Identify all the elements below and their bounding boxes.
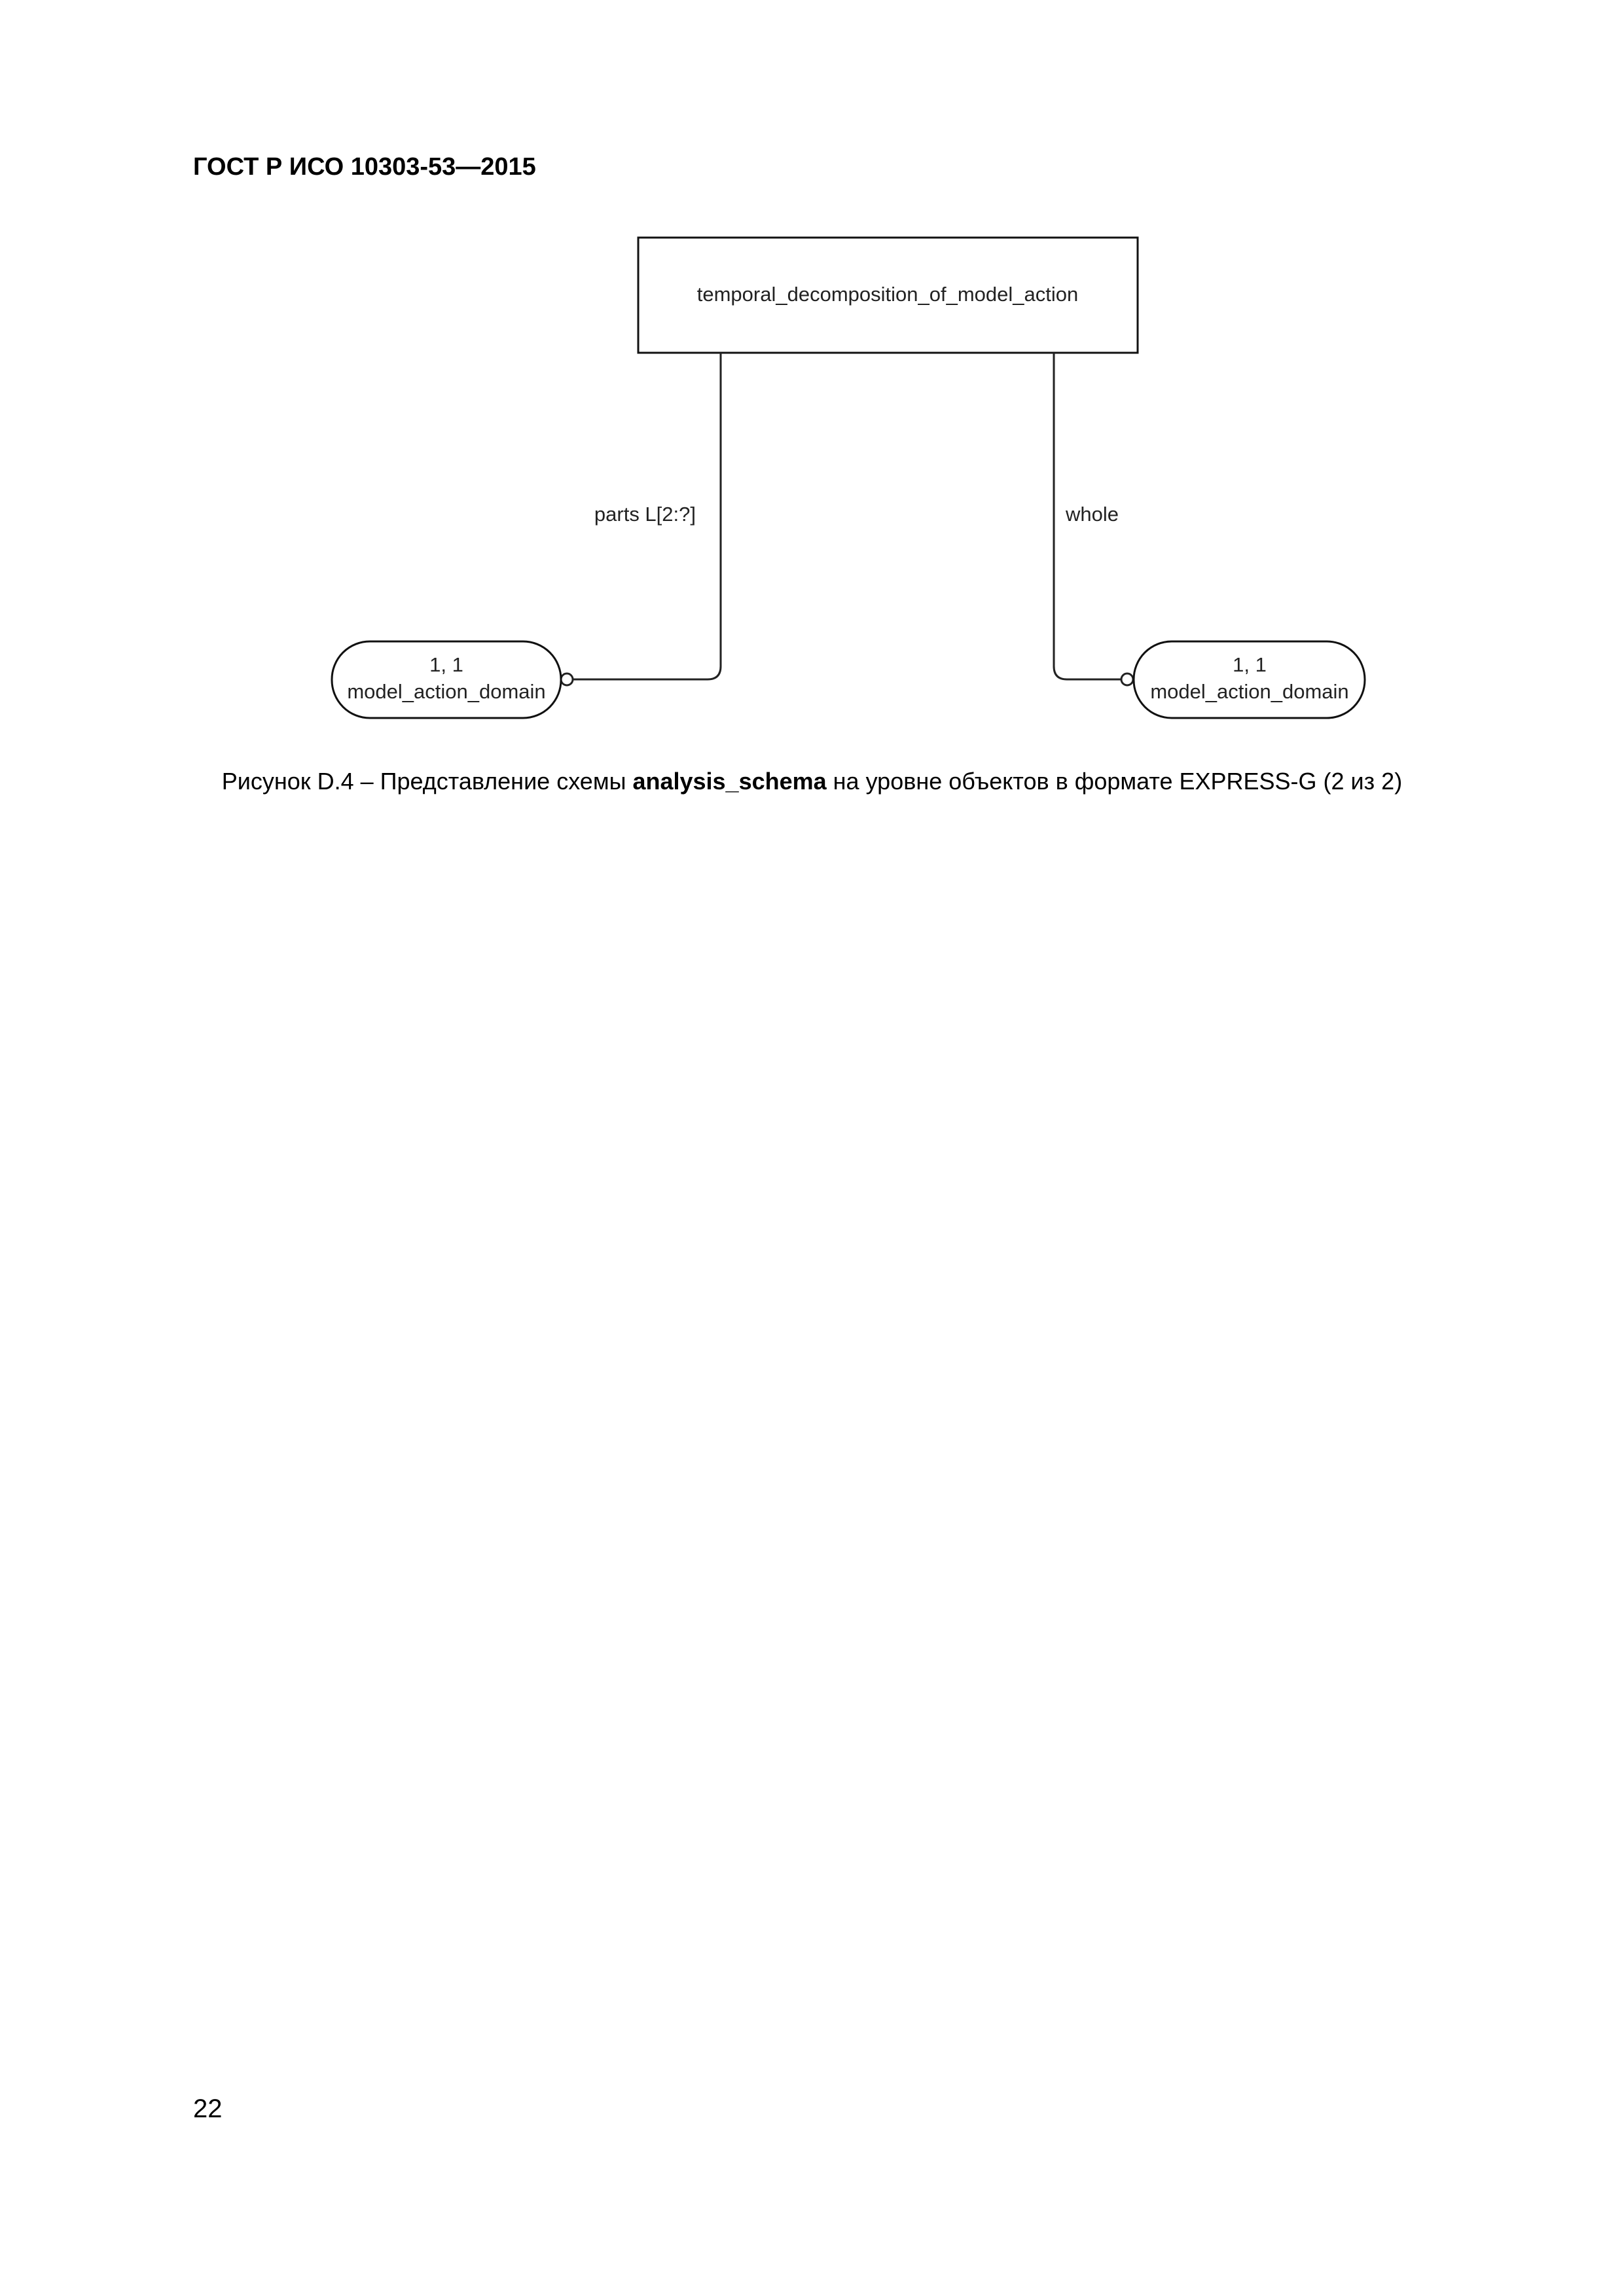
figure-caption bbox=[0, 767, 1624, 796]
caption-prefix: Рисунок D.4 – Представление схемы bbox=[221, 768, 633, 795]
relation-label-parts: parts L[2:?] bbox=[594, 503, 696, 526]
document-header: ГОСТ Р ИСО 10303-53—2015 bbox=[193, 153, 536, 181]
domain-left-cardinality: 1, 1 bbox=[429, 653, 463, 676]
relation-parts bbox=[561, 353, 721, 685]
entity-box bbox=[638, 238, 1138, 353]
domain-left-label: model_action_domain bbox=[347, 680, 546, 703]
domain-box-right bbox=[1134, 641, 1365, 718]
domain-right-label: model_action_domain bbox=[1150, 680, 1349, 703]
relation-whole bbox=[1054, 353, 1133, 685]
relation-end-circle-parts bbox=[561, 673, 573, 685]
domain-box-left bbox=[332, 641, 561, 718]
caption-suffix: на уровне объектов в формате EXPRESS-G (2 из 2) bbox=[826, 768, 1403, 795]
domain-right-cardinality: 1, 1 bbox=[1233, 653, 1267, 676]
relation-end-circle-whole bbox=[1121, 673, 1133, 685]
caption-schema-name: analysis_schema bbox=[632, 768, 827, 795]
page-number: 22 bbox=[193, 2094, 223, 2123]
entity-label: temporal_decomposition_of_model_action bbox=[696, 283, 1079, 306]
relation-label-whole: whole bbox=[1066, 503, 1119, 526]
